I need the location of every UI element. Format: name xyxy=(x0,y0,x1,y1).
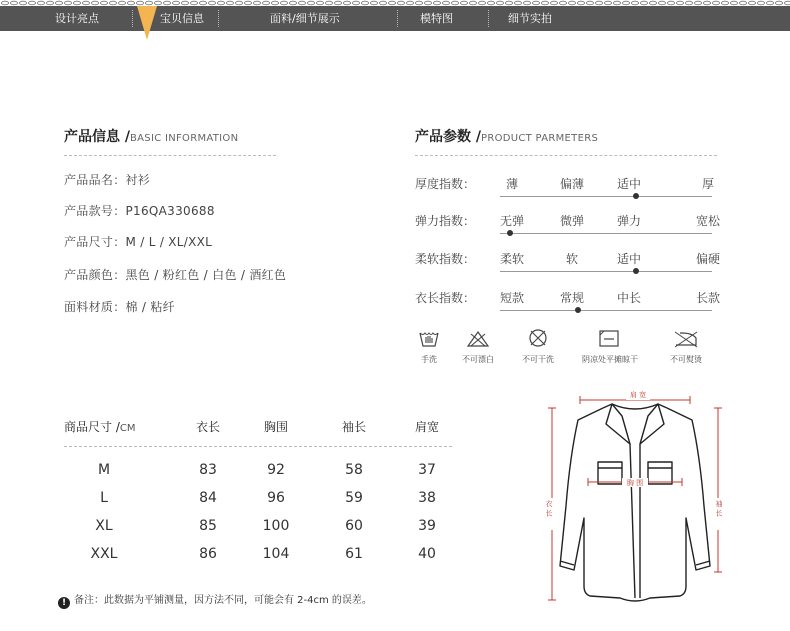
param-option: 柔软 xyxy=(499,252,524,266)
measurement-cell: 84 xyxy=(199,490,217,506)
param-label: 衣长指数： xyxy=(415,291,476,305)
info-row-name: 产品品名：衬衫 xyxy=(64,173,151,187)
nav-item-fabric-details[interactable]: 面料/细节展示 xyxy=(270,12,340,25)
param-option: 宽松 xyxy=(695,214,720,228)
chain-link xyxy=(28,1,35,5)
size-table-unit: CM xyxy=(119,423,136,434)
chain-link xyxy=(640,1,647,5)
chain-link xyxy=(433,1,440,5)
chain-link xyxy=(559,1,566,5)
measurement-cell: 40 xyxy=(418,546,436,562)
chain-link xyxy=(604,1,611,5)
divider xyxy=(415,155,717,156)
chain-link xyxy=(550,1,557,5)
care-label-no-bleach: 不可漂白 xyxy=(462,355,494,364)
chain-link xyxy=(325,1,332,5)
size-table-header-length: 衣长 xyxy=(195,420,220,434)
chain-link xyxy=(91,1,98,5)
size-table-header-label: 商品尺寸 / xyxy=(64,420,120,434)
chain-link xyxy=(262,1,269,5)
chain-link xyxy=(343,1,350,5)
param-label: 弹力指数： xyxy=(415,214,476,228)
chain-link xyxy=(136,1,143,5)
chain-link xyxy=(73,1,80,5)
chain-link xyxy=(514,1,521,5)
chain-link xyxy=(172,1,179,5)
chain-link xyxy=(442,1,449,5)
chain-link xyxy=(595,1,602,5)
chain-link xyxy=(244,1,251,5)
chain-link xyxy=(271,1,278,5)
chain-link xyxy=(658,1,665,5)
chain-link xyxy=(721,1,728,5)
chain-link xyxy=(199,1,206,5)
chain-link xyxy=(235,1,242,5)
chain-link xyxy=(370,1,377,5)
hand-wash-icon xyxy=(418,328,440,348)
param-selected-dot xyxy=(633,193,639,199)
chain-link xyxy=(730,1,737,5)
chain-link xyxy=(478,1,485,5)
warning-icon: ! xyxy=(58,597,70,609)
param-label: 厚度指数： xyxy=(415,177,476,191)
chain-link xyxy=(82,1,89,5)
parameters-subtitle: PRODUCT PARMETERS xyxy=(481,133,599,144)
chain-link xyxy=(226,1,233,5)
measurement-cell: 59 xyxy=(345,490,363,506)
chain-link xyxy=(289,1,296,5)
size-cell: L xyxy=(100,490,108,506)
note-text: 备注：此数据为平铺测量，因方法不同，可能会有 2-4cm 的误差。 xyxy=(74,595,372,606)
measurement-cell: 96 xyxy=(267,490,285,506)
shoulder-label: 肩 宽 xyxy=(629,391,647,399)
chain-link xyxy=(748,1,755,5)
chain-link xyxy=(532,1,539,5)
nav-bar xyxy=(0,6,790,31)
measurement-note xyxy=(58,591,372,609)
chain-link xyxy=(541,1,548,5)
size-cell: XL xyxy=(95,518,113,534)
no-iron-icon xyxy=(672,330,700,348)
shirt-outline-icon xyxy=(560,404,710,601)
chain-link xyxy=(739,1,746,5)
chain-link xyxy=(766,1,773,5)
chain-link xyxy=(10,1,17,5)
param-scale-line xyxy=(500,310,712,311)
chain-link xyxy=(694,1,701,5)
param-option: 短款 xyxy=(499,291,524,305)
chain-link xyxy=(460,1,467,5)
measurement-cell: 60 xyxy=(345,518,363,534)
chest-label: 胸 围 xyxy=(626,479,644,487)
info-row-material: 面料材质：棉 / 粘纤 xyxy=(64,300,175,314)
chain-link xyxy=(55,1,62,5)
shade-flat-dry-icon xyxy=(598,329,620,348)
param-option: 弹力 xyxy=(616,214,641,228)
chain-link xyxy=(361,1,368,5)
info-row-sizes: 产品尺寸：M / L / XL/XXL xyxy=(64,235,213,249)
param-option: 适中 xyxy=(616,252,641,266)
divider xyxy=(64,155,276,156)
chain-link xyxy=(622,1,629,5)
chain-link xyxy=(154,1,161,5)
chain-link xyxy=(19,1,26,5)
measurement-cell: 58 xyxy=(345,462,363,478)
chain-link xyxy=(451,1,458,5)
chain-link xyxy=(667,1,674,5)
chain-link xyxy=(757,1,764,5)
care-label-no-tumble-dry: 不可干洗 xyxy=(522,355,554,364)
chain-link xyxy=(631,1,638,5)
care-label-hand-wash: 手洗 xyxy=(421,355,437,364)
chain-link xyxy=(64,1,71,5)
chain-link xyxy=(676,1,683,5)
chain-link xyxy=(523,1,530,5)
shirt-measurement-diagram xyxy=(540,386,730,626)
chain-link xyxy=(685,1,692,5)
chain-link xyxy=(316,1,323,5)
care-label-shade-flat-dry: 阴凉处平摊晾干 xyxy=(582,355,638,364)
product-info-title: 产品信息 / xyxy=(64,129,130,145)
chain-link xyxy=(505,1,512,5)
chain-link xyxy=(307,1,314,5)
chain-link xyxy=(1,1,8,5)
chain-link xyxy=(703,1,710,5)
info-row-colors: 产品颜色：黑色 / 粉红色 / 白色 / 酒红色 xyxy=(64,268,287,282)
chain-link xyxy=(145,1,152,5)
measurement-cell: 86 xyxy=(199,546,217,562)
param-option: 薄 xyxy=(505,177,518,191)
chain-link xyxy=(388,1,395,5)
chain-link xyxy=(46,1,53,5)
param-option: 软 xyxy=(565,252,578,266)
param-scale-line xyxy=(500,196,712,197)
measurement-cell: 61 xyxy=(345,546,363,562)
nav-item-product-info[interactable]: 宝贝信息 xyxy=(160,12,204,25)
chain-link xyxy=(415,1,422,5)
chain-link xyxy=(712,1,719,5)
chain-link xyxy=(37,1,44,5)
param-option: 偏硬 xyxy=(695,252,720,266)
nav-item-detail-shots[interactable]: 细节实拍 xyxy=(508,12,552,25)
param-label: 柔软指数： xyxy=(415,252,476,266)
nav-separator xyxy=(218,10,219,27)
nav-separator xyxy=(488,10,489,27)
chain-link xyxy=(118,1,125,5)
measurement-cell: 100 xyxy=(262,518,290,534)
nav-item-design-highlights[interactable]: 设计亮点 xyxy=(55,12,99,25)
param-selected-dot xyxy=(633,268,639,274)
chain-link xyxy=(577,1,584,5)
chain-link xyxy=(496,1,503,5)
size-table-header-shoulder: 肩宽 xyxy=(414,420,439,434)
chain-link xyxy=(469,1,476,5)
parameters-heading xyxy=(415,126,598,146)
size-cell: M xyxy=(97,462,111,478)
nav-separator xyxy=(132,10,133,27)
size-table-header-size xyxy=(64,418,135,435)
product-info-heading xyxy=(64,126,238,146)
measurement-cell: 83 xyxy=(199,462,217,478)
chain-link xyxy=(352,1,359,5)
chain-link xyxy=(649,1,656,5)
chain-link xyxy=(424,1,431,5)
nav-item-model-photos[interactable]: 模特图 xyxy=(420,12,453,25)
chain-link xyxy=(100,1,107,5)
chain-link xyxy=(784,1,790,5)
measurement-cell: 85 xyxy=(199,518,217,534)
no-tumble-dry-icon xyxy=(528,328,548,348)
sleeve-label: 袖 长 xyxy=(715,499,723,517)
param-scale-line xyxy=(500,271,712,272)
parameters-title: 产品参数 / xyxy=(415,129,481,145)
chain-link xyxy=(298,1,305,5)
measurement-cell: 37 xyxy=(418,462,436,478)
chain-link xyxy=(334,1,341,5)
measurement-cell: 104 xyxy=(262,546,290,562)
chain-link xyxy=(208,1,215,5)
chain-link xyxy=(190,1,197,5)
chain-link xyxy=(109,1,116,5)
chain-link xyxy=(253,1,260,5)
chain-link xyxy=(280,1,287,5)
chain-link xyxy=(406,1,413,5)
size-cell: XXL xyxy=(90,546,118,562)
param-selected-dot xyxy=(507,230,513,236)
param-option: 厚 xyxy=(701,177,714,191)
chain-link xyxy=(181,1,188,5)
param-option: 中长 xyxy=(616,291,641,305)
size-table-header-chest: 胸围 xyxy=(263,420,288,434)
chain-link xyxy=(217,1,224,5)
chain-link xyxy=(586,1,593,5)
chain-link xyxy=(568,1,575,5)
param-scale-line xyxy=(500,233,712,234)
param-option: 常规 xyxy=(559,291,584,305)
care-label-no-iron: 不可熨烫 xyxy=(670,355,702,364)
param-selected-dot xyxy=(575,307,581,313)
divider xyxy=(64,446,452,447)
chain-link xyxy=(127,1,134,5)
param-option: 偏薄 xyxy=(559,177,584,191)
no-bleach-icon xyxy=(466,330,490,348)
measurement-cell: 39 xyxy=(418,518,436,534)
length-label: 衣 长 xyxy=(545,499,553,517)
chain-link xyxy=(379,1,386,5)
chain-link xyxy=(397,1,404,5)
active-nav-pointer xyxy=(137,6,157,40)
measurement-cell: 92 xyxy=(267,462,285,478)
chain-link xyxy=(613,1,620,5)
product-info-subtitle: BASIC INFORMATION xyxy=(130,133,239,144)
chain-link xyxy=(163,1,170,5)
param-option: 微弹 xyxy=(559,214,584,228)
nav-separator xyxy=(397,10,398,27)
chain-link xyxy=(775,1,782,5)
param-option: 长款 xyxy=(695,291,720,305)
param-option: 适中 xyxy=(616,177,641,191)
param-option: 无弹 xyxy=(499,214,524,228)
chain-link xyxy=(487,1,494,5)
info-row-style-number: 产品款号：P16QA330688 xyxy=(64,204,215,218)
size-table-header-sleeve: 袖长 xyxy=(341,420,366,434)
measurement-cell: 38 xyxy=(418,490,436,506)
